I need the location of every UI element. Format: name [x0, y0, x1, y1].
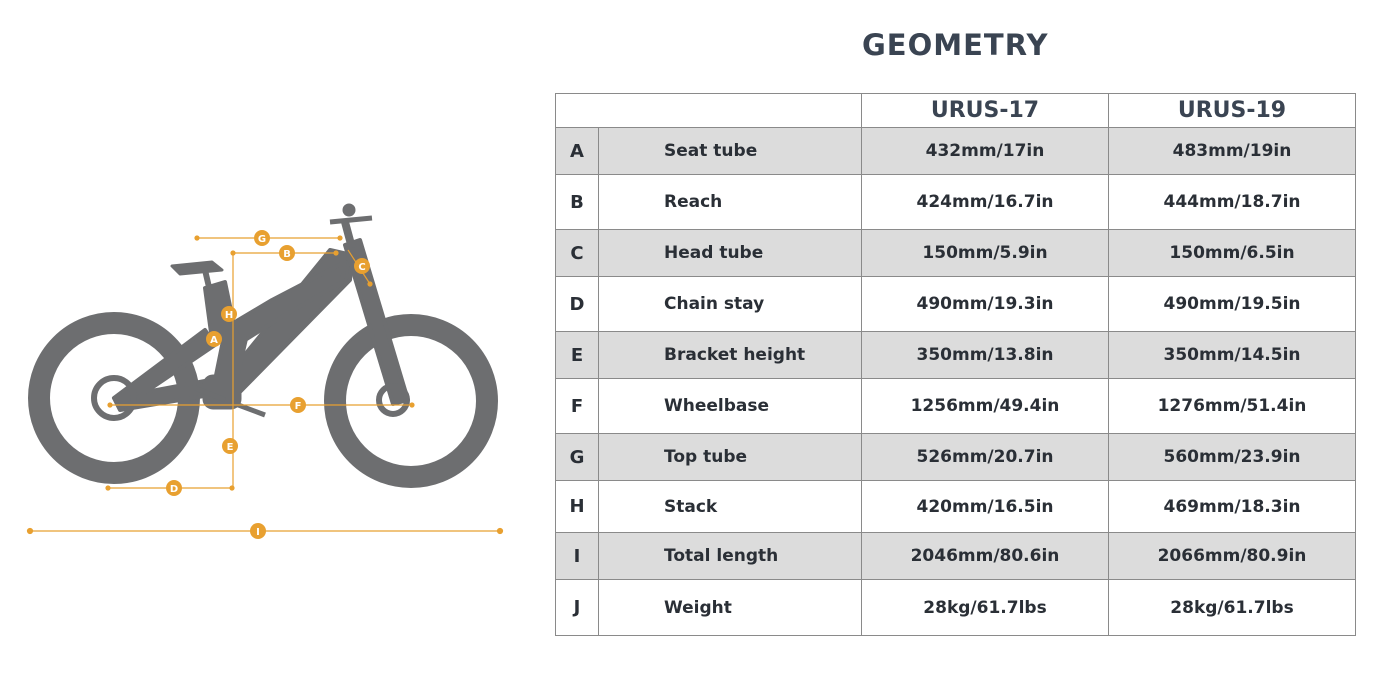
row-letter: A	[556, 128, 599, 175]
row-letter: I	[556, 533, 599, 580]
bike-geometry-diagram	[0, 0, 540, 688]
row-label: Wheelbase	[599, 379, 862, 434]
row-value-urus-19: 444mm/18.7in	[1109, 175, 1356, 230]
row-value-urus-19: 28kg/61.7lbs	[1109, 580, 1356, 636]
svg-text:C: C	[358, 262, 366, 273]
row-letter: G	[556, 434, 599, 481]
marker-h	[221, 306, 237, 322]
marker-d	[166, 480, 182, 496]
table-row	[556, 230, 1356, 277]
row-letter: B	[556, 175, 599, 230]
row-value-urus-19: 350mm/14.5in	[1109, 332, 1356, 379]
bike-frame	[94, 204, 408, 418]
row-letter: E	[556, 332, 599, 379]
table-row	[556, 434, 1356, 481]
svg-text:F: F	[294, 401, 302, 412]
row-value-urus-19: 2066mm/80.9in	[1109, 533, 1356, 580]
svg-text:G: G	[257, 234, 267, 245]
row-value-urus-19: 150mm/6.5in	[1109, 230, 1356, 277]
row-value-urus-17: 424mm/16.7in	[862, 175, 1109, 230]
row-value-urus-17: 150mm/5.9in	[862, 230, 1109, 277]
row-label: Total length	[599, 533, 862, 580]
row-label: Reach	[599, 175, 862, 230]
svg-text:A: A	[210, 335, 218, 346]
row-value-urus-17: 420mm/16.5in	[862, 481, 1109, 533]
row-label: Weight	[599, 580, 862, 636]
row-value-urus-17: 1256mm/49.4in	[862, 379, 1109, 434]
row-value-urus-19: 1276mm/51.4in	[1109, 379, 1356, 434]
row-value-urus-19: 560mm/23.9in	[1109, 434, 1356, 481]
marker-c	[354, 258, 370, 274]
row-label: Stack	[599, 481, 862, 533]
row-letter: C	[556, 230, 599, 277]
front-wheel	[335, 325, 487, 477]
marker-f	[290, 397, 306, 413]
row-value-urus-17: 2046mm/80.6in	[862, 533, 1109, 580]
table-row	[556, 128, 1356, 175]
table-header-row	[556, 94, 1356, 128]
row-letter: F	[556, 379, 599, 434]
svg-text:I: I	[256, 527, 260, 538]
row-value-urus-19: 490mm/19.5in	[1109, 277, 1356, 332]
marker-b	[279, 245, 295, 261]
row-label: Top tube	[599, 434, 862, 481]
table-row	[556, 332, 1356, 379]
row-letter: D	[556, 277, 599, 332]
marker-a	[206, 331, 222, 347]
table-row	[556, 379, 1356, 434]
row-value-urus-17: 432mm/17in	[862, 128, 1109, 175]
row-value-urus-19: 469mm/18.3in	[1109, 481, 1356, 533]
row-value-urus-19: 483mm/19in	[1109, 128, 1356, 175]
row-letter: J	[556, 580, 599, 636]
row-label: Chain stay	[599, 277, 862, 332]
row-letter: H	[556, 481, 599, 533]
marker-g	[254, 230, 270, 246]
page-title: GEOMETRY	[862, 28, 1049, 62]
svg-text:B: B	[283, 249, 291, 260]
table-row	[556, 277, 1356, 332]
marker-e	[222, 438, 238, 454]
row-value-urus-17: 28kg/61.7lbs	[862, 580, 1109, 636]
row-label: Head tube	[599, 230, 862, 277]
svg-text:H: H	[224, 310, 234, 321]
svg-text:D: D	[169, 484, 179, 495]
row-label: Bracket height	[599, 332, 862, 379]
header-blank-cell	[556, 94, 862, 128]
column-header-urus-17: URUS-17	[862, 94, 1109, 128]
geometry-table	[555, 93, 1356, 636]
table-row	[556, 481, 1356, 533]
svg-text:E: E	[226, 442, 234, 453]
table-row	[556, 533, 1356, 580]
row-label: Seat tube	[599, 128, 862, 175]
table-row	[556, 175, 1356, 230]
row-value-urus-17: 490mm/19.3in	[862, 277, 1109, 332]
table-row	[556, 580, 1356, 636]
row-value-urus-17: 350mm/13.8in	[862, 332, 1109, 379]
row-value-urus-17: 526mm/20.7in	[862, 434, 1109, 481]
marker-i	[250, 523, 266, 539]
column-header-urus-19: URUS-19	[1109, 94, 1356, 128]
